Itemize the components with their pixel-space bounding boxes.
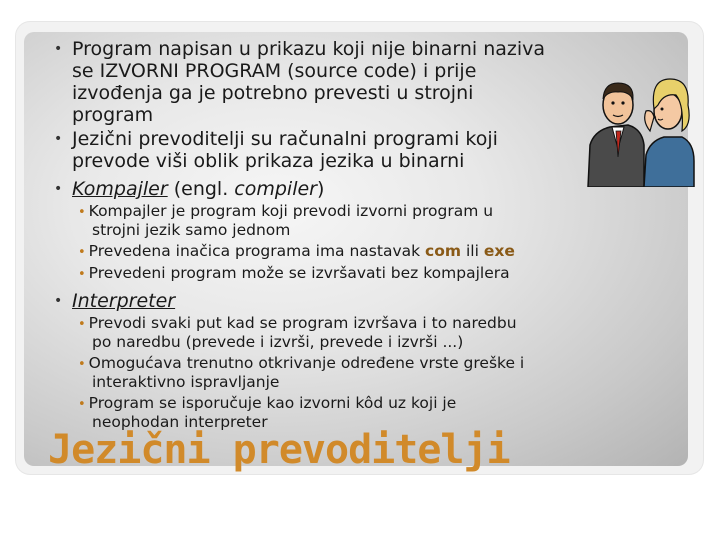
- sub-bullet-dot: •: [78, 397, 86, 412]
- kompajler-sub-3: [78, 265, 510, 284]
- keyword-com: com: [425, 242, 462, 260]
- sub-bullet-dot: •: [78, 317, 86, 332]
- kompajler-sub-2-mid: ili: [461, 242, 484, 260]
- bullet-interpreter: [54, 290, 176, 312]
- keyword-exe: exe: [483, 242, 515, 260]
- interpreter-sub-1-line-2: po naredbu (prevede i izvrši, prevede i izvrši ...): [92, 332, 464, 351]
- kompajler-engl-prefix: (engl.: [167, 178, 235, 200]
- bullet-dot: •: [54, 41, 63, 57]
- interpreter-sub-2: [78, 355, 524, 391]
- woman-figure: [644, 79, 694, 187]
- kompajler-engl-suffix: ): [317, 178, 325, 200]
- bullet-2-line-1: Jezični prevoditelji su računalni programi koji: [72, 128, 498, 150]
- sub-bullet-dot: •: [78, 267, 86, 282]
- bullet-2: [54, 128, 498, 172]
- sub-bullet-dot: •: [78, 205, 86, 220]
- bullet-1-line-4: program: [72, 104, 154, 126]
- interpreter-term: Interpreter: [72, 290, 176, 312]
- sub-bullet-dot: •: [78, 357, 86, 372]
- bullet-dot: •: [54, 131, 63, 147]
- two-people-whispering-clipart: [584, 65, 696, 187]
- interpreter-sub-1: [78, 315, 517, 351]
- bullet-1-line-1: Program napisan u prikazu koji nije binarni naziva: [72, 38, 546, 60]
- slide-title: Jezični prevoditelji: [48, 427, 510, 473]
- bullet-2-line-2: prevode viši oblik prikaza jezika u binarni: [72, 150, 465, 172]
- kompajler-sub-1: [78, 203, 493, 239]
- kompajler-sub-2-pre: Prevedena inačica programa ima nastavak: [88, 242, 426, 260]
- man-figure: [588, 83, 644, 187]
- kompajler-sub-1-line-1: Kompajler je program koji prevodi izvorni program u: [88, 202, 494, 220]
- kompajler-sub-3-line-1: Prevedeni program može se izvršavati bez kompajlera: [88, 264, 510, 282]
- sub-bullet-dot: •: [78, 245, 86, 260]
- bullet-kompajler: [54, 178, 325, 200]
- bullet-dot: •: [54, 293, 63, 309]
- kompajler-term: Kompajler: [72, 178, 168, 200]
- interpreter-sub-3: [78, 395, 456, 431]
- interpreter-sub-2-line-2: interaktivno ispravljanje: [92, 372, 280, 391]
- interpreter-sub-1-line-1: Prevodi svaki put kad se program izvršava i to naredbu: [88, 314, 517, 332]
- bullet-1-line-3: izvođenja ga je potrebno prevesti u strojni: [72, 82, 474, 104]
- interpreter-sub-3-line-2: neophodan interpreter: [92, 412, 268, 431]
- bullet-dot: •: [54, 181, 63, 197]
- interpreter-sub-2-line-1: Omogućava trenutno otkrivanje određene vrste greške i: [88, 354, 525, 372]
- compiler-term: compiler: [234, 178, 317, 200]
- bullet-1-line-2: se IZVORNI PROGRAM (source code) i prije: [72, 60, 477, 82]
- bullet-1: [54, 38, 546, 126]
- interpreter-sub-3-line-1: Program se isporučuje kao izvorni kôd uz koji je: [88, 394, 457, 412]
- kompajler-sub-1-line-2: strojni jezik samo jednom: [92, 220, 291, 239]
- kompajler-sub-2: [78, 243, 515, 262]
